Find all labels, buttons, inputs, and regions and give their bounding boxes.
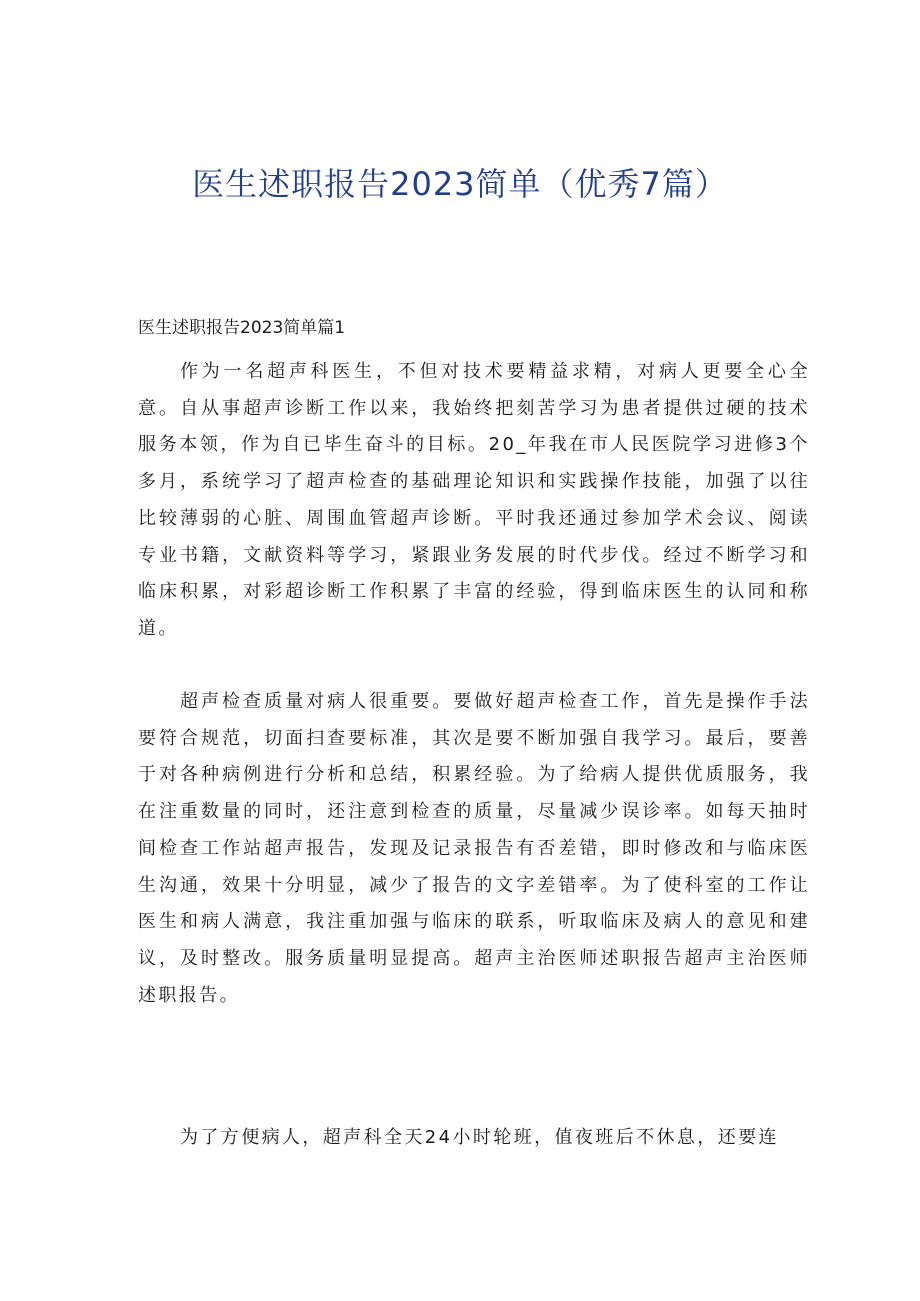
body-paragraph-1: 作为一名超声科医生，不但对技术要精益求精，对病人更要全心全意。自从事超声诊断工作以来，我始终把刻苦学习为患者提供过硬的技术服务本领，作为自已毕生奋斗的目标。20_年我在市人民医院学习进修3个多月，系统学习了超声检查的基础理论知识和实践操作技能，加强了以往比较薄弱的心脏、周围血管超声诊断。平时我还通过参加学术会议、阅读专业书籍，文献资料等学习，紧跟业务发展的时代步伐。经过不断学习和临床积累，对彩超诊断工作积累了丰富的经验，得到临床医生的认同和称道。: [138, 361, 810, 639]
section-heading: 医生述职报告2023简单篇1: [138, 318, 346, 338]
document-title: 医生述职报告2023简单（优秀7篇）: [192, 165, 728, 203]
body-paragraph-3: 为了方便病人，超声科全天24小时轮班，值夜班后不休息，还要连: [180, 1127, 779, 1148]
body-paragraph-2: 超声检查质量对病人很重要。要做好超声检查工作，首先是操作手法要符合规范，切面扫查要标准，其次是要不断加强自我学习。最后，要善于对各种病例进行分析和总结，积累经验。为了给病人提供优质服务，我在注重数量的同时，还注意到检查的质量，尽量减少误诊率。如每天抽时间检查工作站超声报告，发现及记录报告有否差错，即时修改和与临床医生沟通，效果十分明显，减少了报告的文字差错率。为了使科室的工作让医生和病人满意，我注重加强与临床的联系，听取临床及病人的意见和建议，及时整改。服务质量明显提高。超声主治医师述职报告超声主治医师述职报告。: [138, 691, 810, 1006]
